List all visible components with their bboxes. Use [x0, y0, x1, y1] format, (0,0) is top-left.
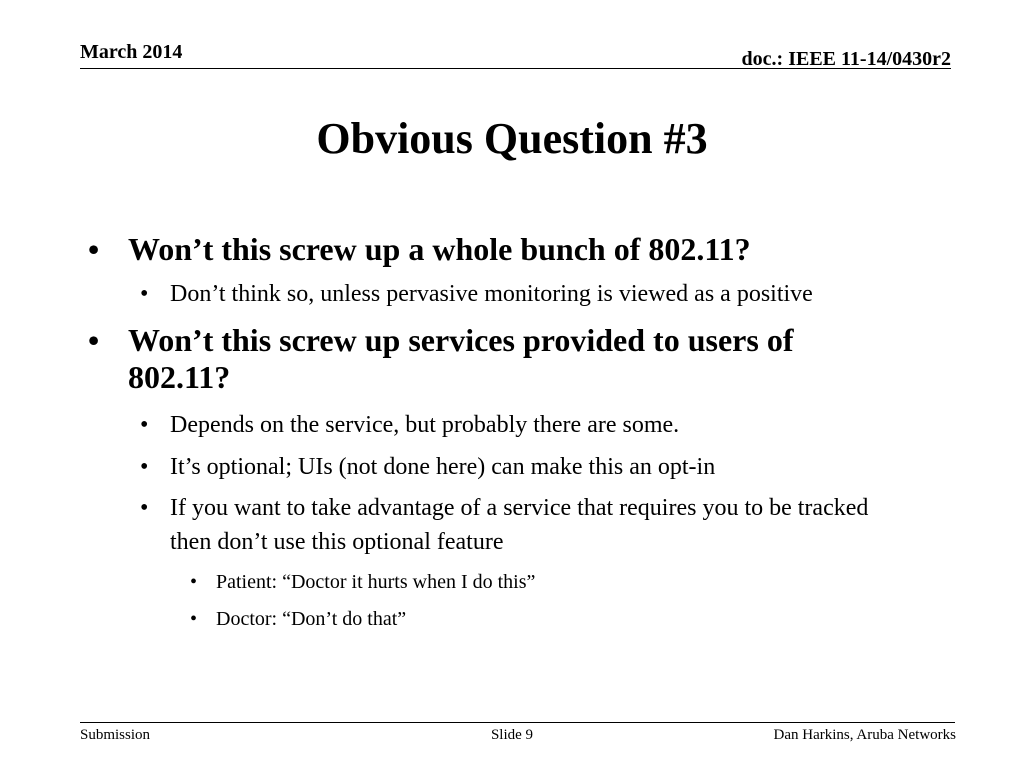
bullet-item	[140, 277, 960, 311]
bullet-item	[190, 606, 950, 632]
header-doc-id: doc.: IEEE 11-14/0430r2	[741, 48, 951, 70]
bullet-marker: •	[190, 608, 198, 630]
bullet-marker: •	[140, 412, 149, 438]
bullet-marker: •	[190, 571, 198, 593]
bullet-text: If you want to take advantage of a service that requires you to be tracked then don’t use this optional feature	[170, 495, 869, 555]
footer-submission: Submission	[80, 727, 151, 743]
slide-title: Obvious Question #3	[316, 114, 708, 163]
bullet-item	[140, 450, 960, 484]
bullet-text: Won’t this screw up services provided to users of 802.11?	[128, 322, 794, 395]
footer-divider	[80, 722, 955, 723]
header-divider	[80, 68, 951, 69]
bullet-marker: •	[88, 322, 100, 358]
bullet-item	[140, 408, 960, 442]
bullet-item	[190, 569, 950, 595]
bullet-marker: •	[88, 231, 100, 267]
header-date: March 2014	[80, 41, 183, 63]
bullet-text: Don’t think so, unless pervasive monitoring is viewed as a positive	[170, 281, 813, 307]
bullet-item	[88, 322, 948, 396]
bullet-marker: •	[140, 454, 149, 480]
footer-author: Dan Harkins, Aruba Networks	[773, 727, 956, 743]
bullet-text: Patient: “Doctor it hurts when I do this”	[216, 571, 536, 593]
bullet-item	[140, 491, 960, 559]
bullet-text: Won’t this screw up a whole bunch of 802.11?	[128, 231, 751, 267]
bullet-marker: •	[140, 495, 149, 521]
bullet-text: Depends on the service, but probably there are some.	[170, 412, 680, 438]
footer-slide-number: Slide 9	[490, 727, 534, 743]
bullet-item	[88, 231, 948, 268]
bullet-text: Doctor: “Don’t do that”	[216, 608, 407, 630]
bullet-marker: •	[140, 281, 149, 307]
bullet-text: It’s optional; UIs (not done here) can make this an opt-in	[170, 454, 716, 480]
